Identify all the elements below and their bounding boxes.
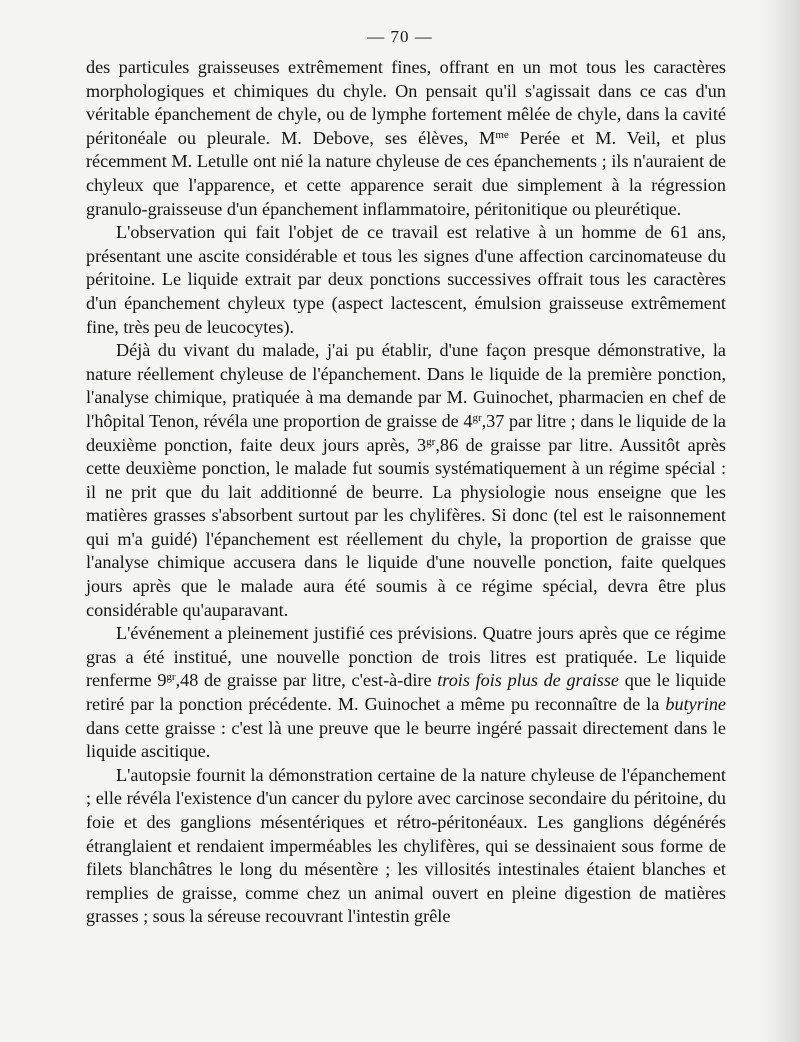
text-run: L'observation qui fait l'objet de ce travail est relative à un homme de 61 ans, présentant une ascite considérable et tous les signes d'une affection carcinomateuse du péritoine. Le liquide extrait par deux ponctions successives offrait tous les caractères d'un épanchement chyleux type (aspect lactescent, émulsion graisseuse extrêmement fine, très peu de leucocytes). <box>86 222 726 337</box>
paragraph <box>86 622 726 764</box>
paragraph <box>86 339 726 622</box>
superscript-unit: gr <box>166 671 176 684</box>
paragraph <box>86 764 726 929</box>
paragraph <box>86 221 726 339</box>
text-run: Perée et M. Veil, et plus récemment M. Letulle ont nié la nature chyleuse de ces épanchements ; ils n'auraient de chyleux que l'apparence, et cette apparence serait due simplement à la régression granulo-graisseuse d'un épanchement inflammatoire, péritonitique ou pleurétique. <box>86 127 726 219</box>
italic-text: trois fois plus de graisse <box>437 670 619 691</box>
text-run: L'événement a pleinement justifié ces prévisions. Quatre jours après que ce régime gras a été institué, une nouvelle ponction de trois litres est pratiquée. Le liquide renferme 9 <box>86 623 726 691</box>
text-run: Déjà du vivant du malade, j'ai pu établir, d'une façon presque démonstrative, la nature réellement chyleuse de l'épanchement. Dans le liquide de la première ponction, l'analyse chimique, pratiquée à ma demande par M. Guinochet, pharmacien en chef de l'hôpital Tenon, révéla une proportion de graisse de 4 <box>86 340 726 431</box>
superscript-unit: gr <box>472 411 482 424</box>
page-edge-shadow <box>760 0 800 1042</box>
text-run: des particules graisseuses extrêmement fines, offrant en un mot tous les caractères morphologiques et chimiques du chyle. On pensait qu'il s'agissait dans ce cas d'un véritable épanchement de chyle, ou de lymphe fortement mêlée de chyle, dans la cavité péritonéale ou pleurale. M. Debove, ses élèves, M <box>86 57 726 148</box>
superscript-unit: gr <box>426 435 436 448</box>
text-run: L'autopsie fournit la démonstration certaine de la nature chyleuse de l'épanchement ; elle révéla l'existence d'un cancer du pylore avec carcinose secondaire du péritoine, du foie et des ganglions mésentériques et rétro-péritonéaux. Les ganglions dégénérés étranglaient et rendaient imperméables les chylifères, qui se dessinaient sous forme de filets blanchâtres le long du mésentère ; les villosités intestinales étaient blanches et remplies de graisse, comme chez un animal ouvert en pleine digestion de matières grasses ; sous la séreuse recouvrant l'intestin grêle <box>86 764 726 927</box>
paragraph <box>86 56 726 221</box>
page-number: — 70 — <box>367 27 433 46</box>
text-run: ,48 de graisse par litre, c'est-à-dire <box>175 670 438 691</box>
body-text <box>86 56 726 929</box>
superscript-unit: me <box>495 128 509 141</box>
text-run: ,37 par litre ; dans le liquide de la deuxième ponction, faite deux jours après, 3 <box>86 410 726 455</box>
text-run: ,86 de graisse par litre. Aussitôt après cette deuxième ponction, le malade fut soumis systématiquement à un régime spécial : il ne prit que du lait additionné de beurre. La physiologie nous enseigne que les matières grasses s'absorbent surtout par les chylifères. Si donc (tel est le raisonnement qui m'a guidé) l'épanchement est réellement du chyle, la proportion de graisse que l'analyse chimique accusera dans le liquide d'une nouvelle ponction, faite quelques jours après que le malade aura été soumis à ce régime spécial, devra être plus considérable qu'auparavant. <box>86 434 726 620</box>
text-run: dans cette graisse : c'est là une preuve que le beurre ingéré passait directement dans le liquide ascitique. <box>86 717 726 762</box>
italic-text: butyrine <box>665 694 726 715</box>
text-run: que le liquide retiré par la ponction précédente. M. Guinochet a même pu reconnaître de la <box>86 670 726 715</box>
